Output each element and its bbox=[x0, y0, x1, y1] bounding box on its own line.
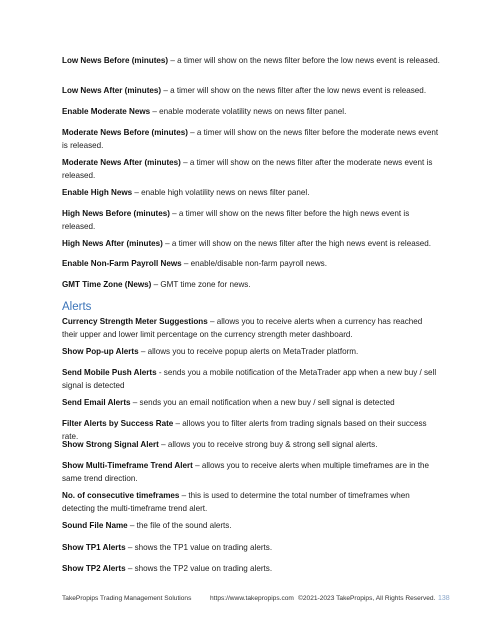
entry-description: – allows you to receive popup alerts on MetaTrader platform. bbox=[138, 347, 359, 356]
entry-tp2-alerts bbox=[62, 563, 440, 576]
entry-term: Enable Non-Farm Payroll News bbox=[62, 259, 182, 268]
entry-mobile-push-alerts bbox=[62, 367, 440, 392]
entry-term: Enable High News bbox=[62, 188, 133, 197]
entry-moderate-news-after bbox=[62, 157, 440, 182]
entry-moderate-news-before bbox=[62, 127, 440, 152]
entry-term: Send Email Alerts bbox=[62, 398, 131, 407]
entry-term: Send Mobile Push Alerts bbox=[62, 368, 157, 377]
entry-description: – enable/disable non-farm payroll news. bbox=[181, 259, 327, 268]
entry-term: Low News Before (minutes) bbox=[62, 56, 169, 65]
entry-description: – a timer will show on the news filter after the high news event is released. bbox=[162, 239, 432, 248]
entry-term: High News After (minutes) bbox=[62, 239, 163, 248]
entry-description: - sends you a mobile notification of the MetaTrader app when a new buy / sell signal is detected bbox=[62, 368, 437, 390]
entry-description: – enable high volatility news on news filter panel. bbox=[132, 188, 310, 197]
entry-low-news-before bbox=[62, 55, 440, 68]
footer-url[interactable]: https://www.takepropips.com bbox=[210, 595, 294, 602]
entry-description: – a timer will show on the news filter before the high news event is released. bbox=[62, 209, 410, 231]
entry-description: – allows you to receive alerts when multiple timeframes are in the same trend direction. bbox=[62, 461, 430, 483]
entry-description: – GMT time zone for news. bbox=[151, 280, 251, 289]
entry-description: – allows you to receive alerts when a currency has reached their upper and lower limit percentage on the currency strength meter dashboard. bbox=[62, 317, 423, 339]
entry-term: Moderate News After (minutes) bbox=[62, 158, 181, 167]
entry-term: Show TP2 Alerts bbox=[62, 564, 126, 573]
entry-description: – a timer will show on the news filter after the low news event is released. bbox=[161, 86, 427, 95]
footer-company: TakePropips Trading Management Solutions bbox=[62, 595, 192, 602]
entry-enable-moderate-news bbox=[62, 106, 440, 119]
entry-description: – the file of the sound alerts. bbox=[127, 521, 232, 530]
entry-csm-suggestions bbox=[62, 316, 440, 341]
entry-description: – a timer will show on the news filter before the moderate news event is released. bbox=[62, 128, 439, 150]
entry-popup-alerts bbox=[62, 346, 440, 359]
entry-term: Currency Strength Meter Suggestions bbox=[62, 317, 208, 326]
entry-term: Low News After (minutes) bbox=[62, 86, 162, 95]
entry-term: Moderate News Before (minutes) bbox=[62, 128, 188, 137]
entry-term: No. of consecutive timeframes bbox=[62, 491, 180, 500]
entry-term: Filter Alerts by Success Rate bbox=[62, 419, 174, 428]
entry-description: – enable moderate volatility news on news filter panel. bbox=[150, 107, 347, 116]
entry-description: – shows the TP2 value on trading alerts. bbox=[125, 564, 273, 573]
entry-multi-timeframe-alert bbox=[62, 460, 440, 485]
entry-term: Show Multi-Timeframe Trend Alert bbox=[62, 461, 193, 470]
entry-consecutive-timeframes bbox=[62, 490, 440, 515]
entry-sound-file-name bbox=[62, 520, 440, 533]
page-number: 138 bbox=[438, 595, 450, 602]
entry-term: Show Strong Signal Alert bbox=[62, 440, 159, 449]
entry-gmt-time-zone bbox=[62, 279, 440, 292]
alerts-section-heading: Alerts bbox=[62, 301, 92, 313]
entry-term: Show Pop-up Alerts bbox=[62, 347, 139, 356]
entry-description: – a timer will show on the news filter after the moderate news event is released. bbox=[62, 158, 433, 180]
entry-description: – allows you to receive strong buy & strong sell signal alerts. bbox=[158, 440, 378, 449]
entry-tp1-alerts bbox=[62, 542, 440, 555]
entry-email-alerts bbox=[62, 397, 440, 410]
entry-enable-nfp-news bbox=[62, 258, 440, 271]
footer-copyright: ©2021-2023 TakePropips, All Rights Reserved. bbox=[298, 595, 436, 602]
entry-high-news-before bbox=[62, 208, 440, 233]
entry-strong-signal-alert bbox=[62, 439, 440, 452]
entry-term: Enable Moderate News bbox=[62, 107, 151, 116]
entry-description: – a timer will show on the news filter before the low news event is released. bbox=[168, 56, 440, 65]
entry-description: – allows you to filter alerts from trading signals based on their success rate. bbox=[62, 419, 427, 441]
entry-term: High News Before (minutes) bbox=[62, 209, 170, 218]
entry-low-news-after bbox=[62, 85, 440, 98]
entry-term: Sound File Name bbox=[62, 521, 128, 530]
entry-description: – sends you an email notification when a new buy / sell signal is detected bbox=[130, 398, 395, 407]
entry-term: GMT Time Zone (News) bbox=[62, 280, 152, 289]
entry-high-news-after bbox=[62, 238, 440, 251]
entry-enable-high-news bbox=[62, 187, 440, 200]
entry-term: Show TP1 Alerts bbox=[62, 543, 126, 552]
entry-description: – this is used to determine the total number of timeframes when detecting the multi-timeframe trend alert. bbox=[62, 491, 410, 513]
entry-description: – shows the TP1 value on trading alerts. bbox=[125, 543, 273, 552]
